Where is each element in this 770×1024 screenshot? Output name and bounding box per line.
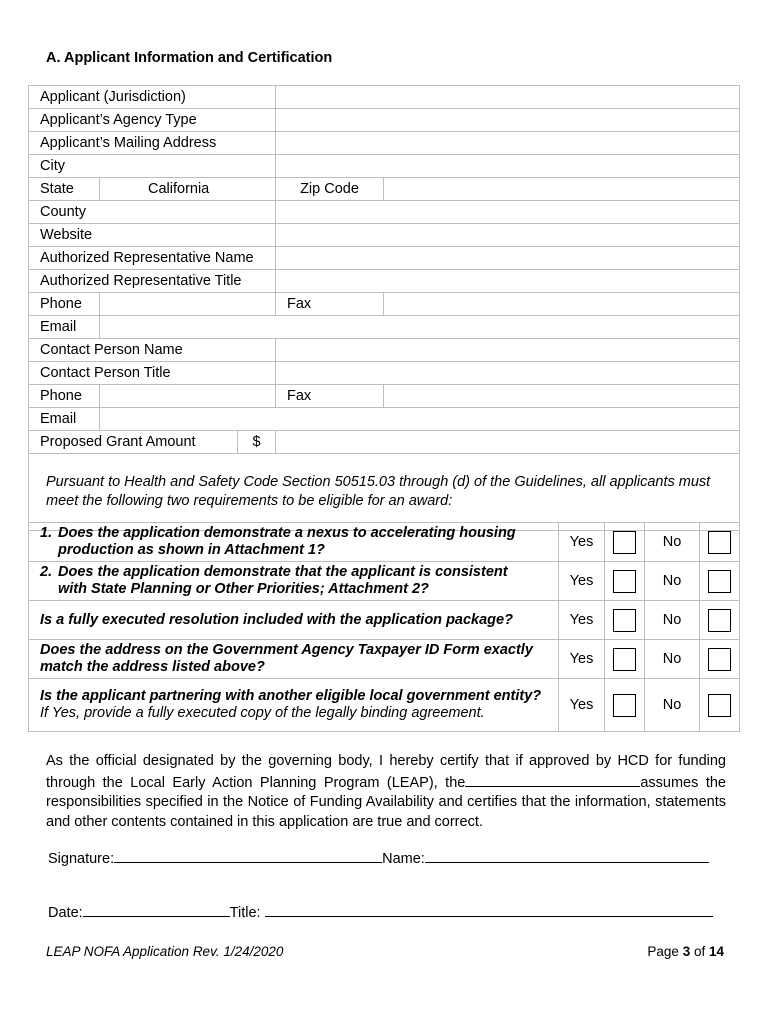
row-county xyxy=(29,201,740,224)
input-auth-rep-title[interactable] xyxy=(276,270,740,293)
label-fax-2: Fax xyxy=(276,385,384,408)
label-contact-name: Contact Person Name xyxy=(29,339,276,362)
row-state-zip xyxy=(29,178,740,201)
label-auth-rep-title: Authorized Representative Title xyxy=(29,270,276,293)
footer-revision: LEAP NOFA Application Rev. 1/24/2020 xyxy=(46,944,284,959)
question-3: Is a fully executed resolution included with the application package? xyxy=(29,601,559,640)
row-grant-amount xyxy=(29,431,740,454)
question-1-num: 1. xyxy=(40,525,53,541)
certification-statement xyxy=(46,752,726,832)
label-city: City xyxy=(29,155,276,178)
yes-label-3: Yes xyxy=(559,601,605,640)
yes-checkbox-1[interactable] xyxy=(613,531,636,554)
label-mailing-address: Applicant’s Mailing Address xyxy=(29,132,276,155)
label-phone-2: Phone xyxy=(29,385,100,408)
label-auth-rep-name: Authorized Representative Name xyxy=(29,247,276,270)
question-row-2 xyxy=(29,562,740,601)
row-phone-fax xyxy=(29,293,740,316)
no-label-3: No xyxy=(645,601,700,640)
input-city[interactable] xyxy=(276,155,740,178)
input-grant-amount[interactable] xyxy=(276,431,740,454)
input-fax[interactable] xyxy=(384,293,740,316)
no-label-4: No xyxy=(645,640,700,679)
dollar-sign: $ xyxy=(238,431,276,454)
input-agency-type[interactable] xyxy=(276,109,740,132)
question-5-note: If Yes, provide a fully executed copy of the legally binding agreement. xyxy=(40,705,485,721)
label-fax: Fax xyxy=(276,293,384,316)
signature-name-line xyxy=(48,848,709,867)
designee-blank[interactable] xyxy=(465,772,640,787)
row-eligibility-note xyxy=(29,454,740,531)
label-phone: Phone xyxy=(29,293,100,316)
label-zip: Zip Code xyxy=(276,178,384,201)
input-phone-2[interactable] xyxy=(100,385,276,408)
page-mid: of xyxy=(690,944,709,959)
title-field[interactable] xyxy=(265,902,713,917)
no-label-1: No xyxy=(645,523,700,562)
footer-page-number xyxy=(647,944,724,959)
eligibility-questions-table xyxy=(28,522,740,732)
signature-label: Signature: xyxy=(48,851,115,867)
question-4: Does the address on the Government Agency Taxpayer ID Form exactly match the address listed above? xyxy=(29,640,559,679)
value-state[interactable]: California xyxy=(100,178,276,201)
no-checkbox-3[interactable] xyxy=(708,609,731,632)
question-1-line2: production as shown in Attachment 1? xyxy=(58,542,325,558)
label-state: State xyxy=(29,178,100,201)
question-2-line1: Does the application demonstrate that the applicant is consistent xyxy=(58,564,508,580)
page-current: 3 xyxy=(682,944,691,959)
question-2 xyxy=(29,562,559,601)
applicant-info-table xyxy=(28,85,740,531)
input-fax-2[interactable] xyxy=(384,385,740,408)
name-field[interactable] xyxy=(425,848,709,863)
input-mailing-address[interactable] xyxy=(276,132,740,155)
input-phone[interactable] xyxy=(100,293,276,316)
no-checkbox-2[interactable] xyxy=(708,570,731,593)
label-county: County xyxy=(29,201,276,224)
date-label: Date: xyxy=(48,905,83,921)
yes-label-1: Yes xyxy=(559,523,605,562)
input-email[interactable] xyxy=(100,316,740,339)
input-contact-title[interactable] xyxy=(276,362,740,385)
label-website: Website xyxy=(29,224,276,247)
label-applicant-jurisdiction: Applicant (Jurisdiction) xyxy=(29,86,276,109)
yes-label-4: Yes xyxy=(559,640,605,679)
question-1-line1: Does the application demonstrate a nexus to accelerating housing xyxy=(58,525,516,541)
no-checkbox-5[interactable] xyxy=(708,694,731,717)
input-email-2[interactable] xyxy=(100,408,740,431)
row-contact-name xyxy=(29,339,740,362)
section-title: A. Applicant Information and Certification xyxy=(46,50,333,66)
row-contact-title xyxy=(29,362,740,385)
question-5 xyxy=(29,679,559,732)
row-city xyxy=(29,155,740,178)
page-total: 14 xyxy=(708,944,724,959)
label-email: Email xyxy=(29,316,100,339)
question-row-1 xyxy=(29,523,740,562)
page-prefix: Page xyxy=(647,944,683,959)
row-applicant-jurisdiction xyxy=(29,86,740,109)
label-agency-type: Applicant’s Agency Type xyxy=(29,109,276,132)
question-5-text: Is the applicant partnering with another eligible local government entity? xyxy=(40,688,542,704)
input-county[interactable] xyxy=(276,201,740,224)
no-label-5: No xyxy=(645,679,700,732)
label-email-2: Email xyxy=(29,408,100,431)
question-1 xyxy=(29,523,559,562)
input-auth-rep-name[interactable] xyxy=(276,247,740,270)
question-row-3 xyxy=(29,601,740,640)
no-checkbox-1[interactable] xyxy=(708,531,731,554)
yes-checkbox-2[interactable] xyxy=(613,570,636,593)
row-mailing-address xyxy=(29,132,740,155)
certification-part2: assumes the responsibilities specified in the Notice of Funding Availability and certifies that the information, statements and other contents contained in this application are true and correct. xyxy=(46,774,726,830)
yes-checkbox-4[interactable] xyxy=(613,648,636,671)
yes-checkbox-5[interactable] xyxy=(613,694,636,717)
question-2-line2: with State Planning or Other Priorities; Attachment 2? xyxy=(58,581,429,597)
question-row-5 xyxy=(29,679,740,732)
row-email xyxy=(29,316,740,339)
input-zip[interactable] xyxy=(384,178,740,201)
row-website xyxy=(29,224,740,247)
eligibility-note: Pursuant to Health and Safety Code Section 50515.03 through (d) of the Guidelines, all applicants must meet the following two requirements to be eligible for an award: xyxy=(29,454,740,531)
no-checkbox-4[interactable] xyxy=(708,648,731,671)
signature-field[interactable] xyxy=(114,848,382,863)
title-label: Title: xyxy=(229,905,265,921)
row-email-2 xyxy=(29,408,740,431)
yes-label-2: Yes xyxy=(559,562,605,601)
input-contact-name[interactable] xyxy=(276,339,740,362)
row-phone-fax-2 xyxy=(29,385,740,408)
question-row-4 xyxy=(29,640,740,679)
name-label: Name: xyxy=(382,851,425,867)
certification-part1: As the official designated by the governing body, I hereby certify that if approved by HCD for funding through the Local Early Action Planning Program (LEAP), the xyxy=(46,753,726,791)
row-auth-rep-name xyxy=(29,247,740,270)
yes-checkbox-3[interactable] xyxy=(613,609,636,632)
no-label-2: No xyxy=(645,562,700,601)
row-agency-type xyxy=(29,109,740,132)
input-website[interactable] xyxy=(276,224,740,247)
yes-label-5: Yes xyxy=(559,679,605,732)
date-field[interactable] xyxy=(83,902,230,917)
question-2-num: 2. xyxy=(40,564,53,580)
label-contact-title: Contact Person Title xyxy=(29,362,276,385)
date-title-line xyxy=(48,902,713,921)
input-applicant-jurisdiction[interactable] xyxy=(276,86,740,109)
row-auth-rep-title xyxy=(29,270,740,293)
label-grant-amount: Proposed Grant Amount xyxy=(29,431,238,454)
